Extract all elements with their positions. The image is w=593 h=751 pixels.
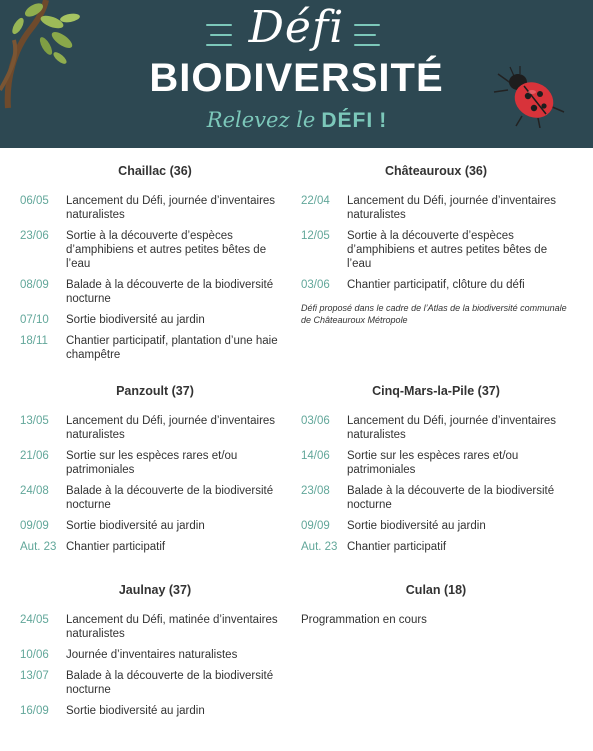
- event-text: Sortie à la découverte d’espèces d’amphibiens et autres petites bêtes de l’eau: [66, 230, 267, 270]
- event-row: [20, 519, 290, 533]
- event-date: 13/05: [20, 415, 49, 427]
- event-date: 06/05: [20, 195, 49, 207]
- event-row: [301, 229, 571, 271]
- section-cinq-mars-la-pile: [301, 384, 571, 561]
- event-row: [301, 449, 571, 477]
- event-row: [20, 484, 290, 512]
- event-text: Chantier participatif: [347, 541, 447, 553]
- event-row: [301, 540, 571, 554]
- event-date: 16/09: [20, 705, 49, 717]
- event-row: [20, 613, 290, 641]
- event-text: Sortie sur les espèces rares et/ou patrimoniales: [66, 450, 238, 476]
- event-date: 10/06: [20, 649, 49, 661]
- event-date: Aut. 23: [301, 541, 338, 553]
- section-jaulnay: [20, 583, 290, 725]
- location-title: Culan (18): [405, 583, 467, 597]
- event-date: 07/10: [20, 314, 49, 326]
- event-date: 03/06: [301, 415, 330, 427]
- event-row: [20, 449, 290, 477]
- event-text: Lancement du Défi, journée d’inventaires naturalistes: [347, 415, 557, 441]
- ladybug-icon: [492, 66, 566, 128]
- event-text: Lancement du Défi, journée d’inventaires naturalistes: [66, 415, 276, 441]
- event-row: [301, 414, 571, 442]
- event-text: Journée d’inventaires naturalistes: [66, 649, 238, 661]
- event-date: 18/11: [20, 335, 48, 347]
- event-date: 23/06: [20, 230, 49, 242]
- section-chaillac: [20, 164, 290, 369]
- event-row: [20, 414, 290, 442]
- header-banner: [0, 0, 593, 148]
- event-row: [20, 540, 290, 554]
- location-title: Cinq-Mars-la-Pile (37): [372, 384, 500, 398]
- event-text: Balade à la découverte de la biodiversité nocturne: [66, 485, 274, 511]
- event-row: [20, 229, 290, 271]
- section-culan: [301, 583, 571, 627]
- event-text: Chantier participatif, clôture du défi: [347, 279, 525, 291]
- event-row: [20, 704, 290, 718]
- event-text: Balade à la découverte de la biodiversité nocturne: [66, 279, 274, 305]
- section-panzoult: [20, 384, 290, 561]
- page-title: BIODIVERSITÉ: [149, 56, 444, 100]
- event-row: [20, 278, 290, 306]
- location-title: Chaillac (36): [118, 164, 192, 178]
- event-date: 03/06: [301, 279, 330, 291]
- event-row: [301, 519, 571, 533]
- event-text: Chantier participatif, plantation d’une haie champêtre: [66, 335, 278, 361]
- location-title: Jaulnay (37): [118, 583, 192, 597]
- event-date: 24/05: [20, 614, 49, 626]
- event-text: Sortie sur les espèces rares et/ou patrimoniales: [347, 450, 519, 476]
- event-row: [301, 278, 571, 292]
- event-row: [20, 669, 290, 697]
- event-row: [20, 313, 290, 327]
- event-text: Sortie biodiversité au jardin: [347, 520, 486, 532]
- event-date: Aut. 23: [20, 541, 57, 553]
- event-text: Balade à la découverte de la biodiversité nocturne: [347, 485, 555, 511]
- event-date: 13/07: [20, 670, 49, 682]
- event-text: Chantier participatif: [66, 541, 166, 553]
- event-date: 22/04: [301, 195, 330, 207]
- event-text: Lancement du Défi, matinée d’inventaires naturalistes: [66, 614, 278, 640]
- section-note: Défi proposé dans le cadre de l’Atlas de la biodiversité communale de Châteauroux Métropole: [301, 303, 567, 325]
- event-text: Sortie biodiversité au jardin: [66, 314, 205, 326]
- subtitle-bold: DÉFI: [321, 109, 374, 132]
- event-text: Sortie à la découverte d’espèces d’amphibiens et autres petites bêtes de l’eau: [347, 230, 548, 270]
- event-row: [20, 334, 290, 362]
- location-title: Châteauroux (36): [384, 164, 488, 178]
- subtitle-exclamation: !: [379, 109, 387, 132]
- event-row: [301, 484, 571, 512]
- section-chateauroux: [301, 164, 571, 326]
- event-row: [20, 648, 290, 662]
- event-date: 24/08: [20, 485, 49, 497]
- title-script: Défi: [248, 2, 345, 53]
- event-date: 21/06: [20, 450, 49, 462]
- event-date: 14/06: [301, 450, 330, 462]
- event-date: 08/09: [20, 279, 49, 291]
- event-text: Balade à la découverte de la biodiversité nocturne: [66, 670, 274, 696]
- event-date: 12/05: [301, 230, 330, 242]
- event-date: 09/09: [20, 520, 49, 532]
- event-text: Lancement du Défi, journée d’inventaires naturalistes: [66, 195, 276, 221]
- event-date: 23/08: [301, 485, 330, 497]
- event-date: 09/09: [301, 520, 330, 532]
- event-text: Sortie biodiversité au jardin: [66, 705, 205, 717]
- event-text: Lancement du Défi, journée d’inventaires naturalistes: [347, 195, 557, 221]
- event-row: [20, 194, 290, 222]
- programming-status: Programmation en cours: [301, 614, 427, 626]
- event-text: Sortie biodiversité au jardin: [66, 520, 205, 532]
- location-title: Panzoult (37): [116, 384, 194, 398]
- subtitle-script: Relevez le: [206, 108, 316, 132]
- event-row: [301, 194, 571, 222]
